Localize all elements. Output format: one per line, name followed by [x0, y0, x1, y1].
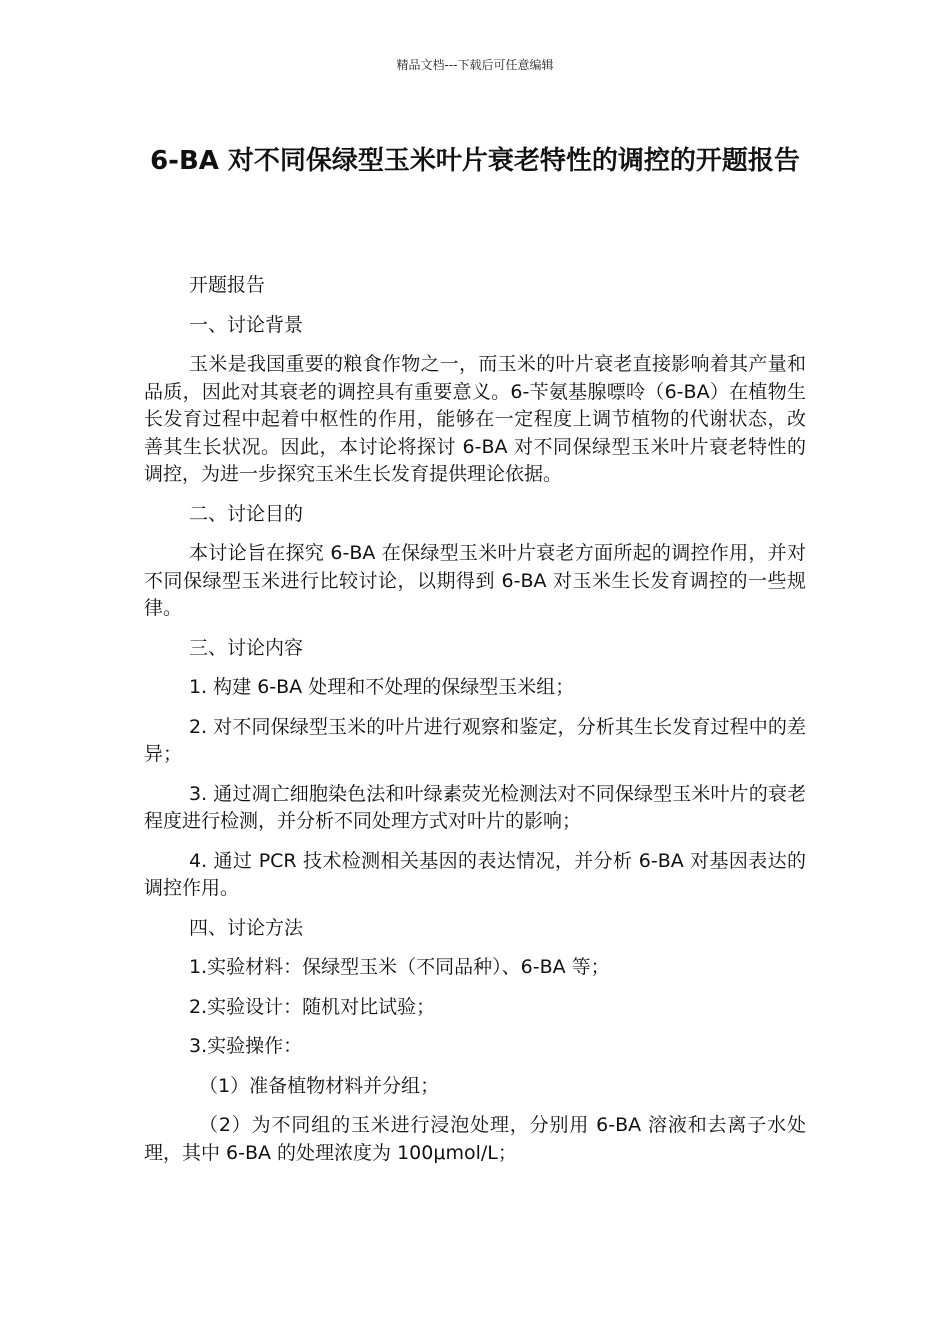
list-item-content-2: 2. 对不同保绿型玉米的叶片进行观察和鉴定，分析其生长发育过程中的差异；	[144, 715, 806, 765]
list-item-content-4: 4. 通过 PCR 技术检测相关基因的表达情况，并分析 6-BA 对基因表达的调控作用。	[144, 849, 806, 899]
section-heading-background: 一、讨论背景	[189, 313, 304, 336]
list-item-content-1: 1. 构建 6-BA 处理和不处理的保绿型玉米组；	[189, 676, 575, 698]
section-heading-content: 三、讨论内容	[189, 636, 304, 659]
list-item-method-3: 3.实验操作：	[189, 1035, 303, 1057]
document-title: 6-BA 对不同保绿型玉米叶片衰老特性的调控的开题报告	[150, 146, 800, 176]
paragraph-purpose: 本讨论旨在探究 6-BA 在保绿型玉米叶片衰老方面所起的调控作用，并对不同保绿型玉米进行比较讨论，以期得到 6-BA 对玉米生长发育调控的一些规律。	[144, 542, 806, 619]
list-subitem-operation-2: （2）为不同组的玉米进行浸泡处理，分别用 6-BA 溶液和去离子水处理，其中 6-BA 的处理浓度为 100μmol/L；	[144, 1114, 806, 1164]
list-item-content-3: 3. 通过凋亡细胞染色法和叶绿素荧光检测法对不同保绿型玉米叶片的衰老程度进行检测，并分析不同处理方式对叶片的影响；	[144, 782, 806, 832]
section-heading-purpose: 二、讨论目的	[189, 502, 304, 525]
list-item-method-1: 1.实验材料：保绿型玉米（不同品种）、6-BA 等；	[189, 956, 610, 978]
document-body	[144, 272, 806, 1179]
list-subitem-operation-1: （1）准备植物材料并分组；	[199, 1074, 440, 1097]
page-header-note: 精品文档---下载后可任意编辑	[396, 58, 554, 72]
list-item-method-2: 2.实验设计：随机对比试验；	[189, 995, 436, 1018]
paragraph-background: 玉米是我国重要的粮食作物之一，而玉米的叶片衰老直接影响着其产量和品质，因此对其衰老的调控具有重要意义。6-苄氨基腺嘌呤（6-BA）在植物生长发育过程中起着中枢性的作用，能够在一定程度上调节植物的代谢状态，改善其生长状况。因此，本讨论将探讨 6-BA 对不同保绿型玉米叶片衰老特性的调控，为进一步探究玉米生长发育提供理论依据。	[144, 353, 806, 485]
section-heading-method: 四、讨论方法	[189, 916, 304, 939]
paragraph-report-label: 开题报告	[189, 274, 266, 296]
